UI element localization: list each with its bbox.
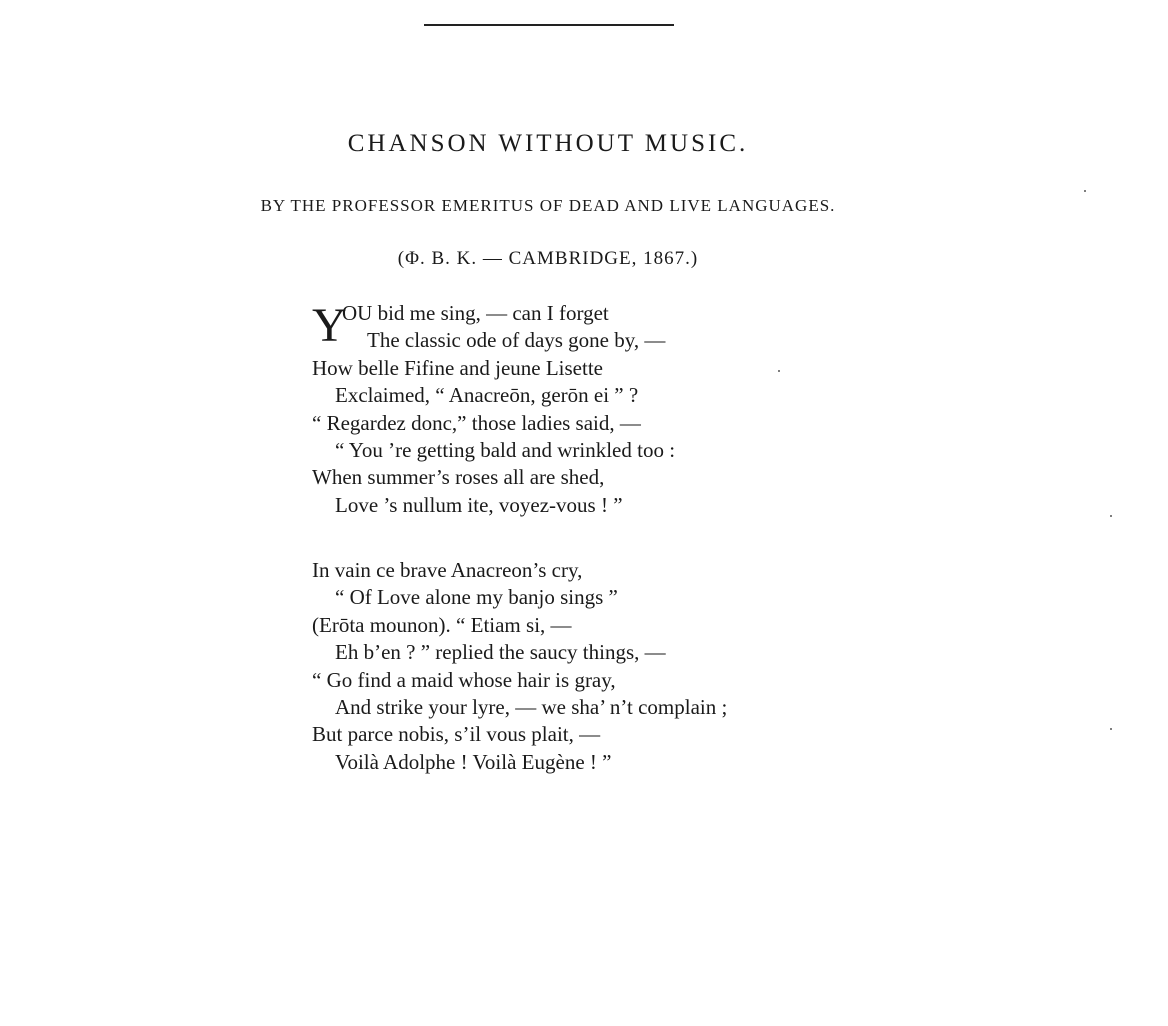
scan-speck <box>1084 190 1086 192</box>
poem-line-2: The classic ode of days gone by, — <box>367 328 666 353</box>
poem-line-15: But parce nobis, s’il vous plait, — <box>312 722 601 747</box>
stanza-1 <box>312 300 872 519</box>
first-line-text: OU bid me sing, — can I forget <box>342 301 609 325</box>
drop-cap: Y <box>312 299 347 352</box>
poem-line-12: Eh b’en ? ” replied the saucy things, — <box>335 640 666 665</box>
poem-line-14: And strike your lyre, — we sha’ n’t complain ; <box>335 694 728 719</box>
poem-line-13: “ Go find a maid whose hair is gray, <box>312 667 616 692</box>
poem-line-10: “ Of Love alone my banjo sings ” <box>335 585 618 610</box>
poem-line-3: How belle Fifine and jeune Lisette <box>312 355 603 380</box>
poem-line-16: Voilà Adolphe ! Voilà Eugène ! ” <box>335 749 612 774</box>
stanza-2 <box>312 557 872 776</box>
poem-line-5: “ Regardez donc,” those ladies said, — <box>312 410 641 435</box>
poem-line-11: (Erōta mounon). “ Etiam si, — <box>312 612 572 637</box>
poem-byline: BY THE PROFESSOR EMERITUS OF DEAD AND LIVE LANGUAGES. <box>260 196 836 215</box>
poem-line-6: “ You ’re getting bald and wrinkled too : <box>335 437 676 462</box>
poem-title: CHANSON WITHOUT MUSIC. <box>347 130 749 157</box>
poem-subtitle: (Φ. B. K. — CAMBRIDGE, 1867.) <box>397 248 699 269</box>
poem-line-4: Exclaimed, “ Anacreōn, gerōn ei ” ? <box>335 383 639 408</box>
poem-line-8: Love ’s nullum ite, voyez-vous ! ” <box>335 492 623 517</box>
poem-line-9: In vain ce brave Anacreon’s cry, <box>312 558 583 582</box>
scan-speck <box>1110 728 1112 730</box>
poem-line-7: When summer’s roses all are shed, <box>312 465 605 490</box>
scan-speck <box>1110 515 1112 517</box>
scan-speck <box>778 370 780 372</box>
top-rule <box>424 24 674 26</box>
